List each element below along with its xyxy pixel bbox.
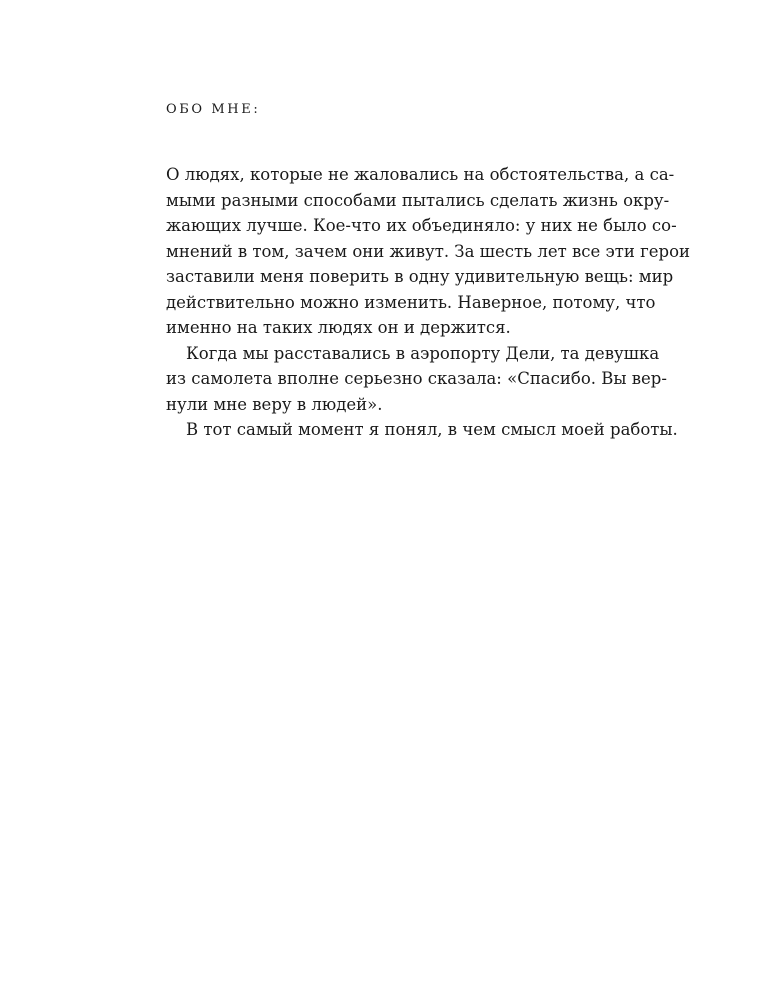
text-line: заставили меня поверить в одну удивительную вещь: мир (166, 267, 674, 286)
text-line: действительно можно изменить. Наверное, потому, что (166, 292, 656, 312)
text-line: О людях, которые не жаловались на обстоятельства, а са- (166, 165, 675, 184)
body-text (166, 162, 691, 443)
text-line: Когда мы расставались в аэропорту Дели, та девушка (186, 343, 660, 363)
text-line: жающих лучше. Кое-что их объединяло: у них не было со- (166, 216, 677, 235)
text-line: из самолета вполне серьезно сказала: «Спасибо. Вы вер- (166, 369, 667, 388)
text-line: нули мне веру в людей». (166, 394, 383, 414)
text-line: мнений в том, зачем они живут. За шесть лет все эти герои (166, 241, 691, 261)
text-line: В тот самый момент я понял, в чем смысл моей работы. (186, 420, 678, 439)
text-line: мыми разными способами пытались сделать жизнь окру- (166, 190, 670, 210)
text-line: именно на таких людях он и держится. (166, 318, 511, 337)
section-heading: ОБО МНЕ: (166, 102, 261, 117)
